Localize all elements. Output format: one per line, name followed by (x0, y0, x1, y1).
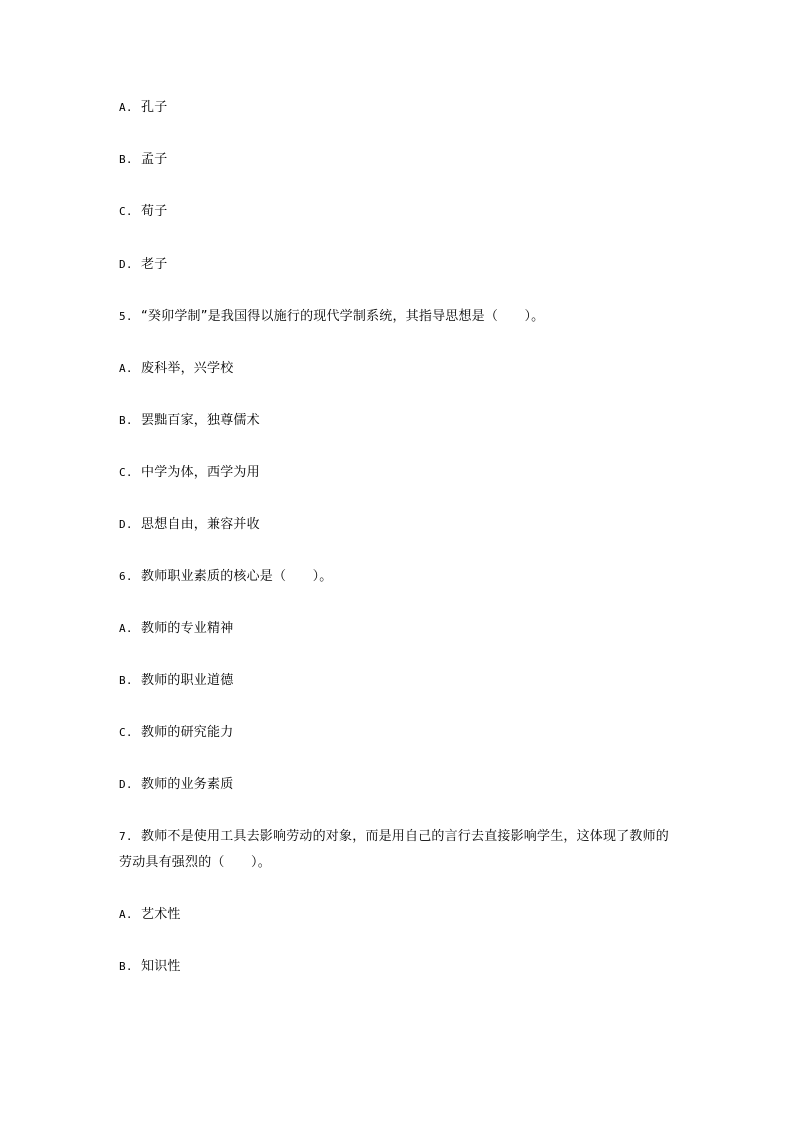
option-text: 孔子 (141, 100, 168, 115)
option-b (119, 413, 260, 429)
option-text: 知识性 (141, 959, 181, 974)
option-c (119, 725, 233, 741)
question-text: “癸卯学制”是我国得以施行的现代学制系统，其指导思想是（ ）。 (141, 309, 545, 324)
option-a (119, 361, 233, 377)
option-text: 教师的研究能力 (141, 725, 234, 740)
question-number: 7. (119, 830, 133, 843)
option-b (119, 152, 167, 168)
option-text: 荀子 (141, 204, 168, 219)
option-label: D. (119, 258, 133, 271)
question-number: 5. (119, 310, 133, 323)
option-text: 老子 (141, 257, 168, 272)
option-d (119, 517, 260, 533)
option-text: 废科举，兴学校 (141, 361, 234, 376)
option-b (119, 959, 181, 975)
option-label: D. (119, 518, 133, 531)
question-number: 6. (119, 570, 133, 583)
option-c (119, 204, 167, 220)
option-a (119, 907, 181, 923)
option-label: B. (119, 414, 133, 427)
question-5-stem (119, 309, 544, 325)
option-text: 教师的业务素质 (141, 777, 234, 792)
option-text: 中学为体，西学为用 (141, 465, 260, 480)
option-text: 教师的职业道德 (141, 673, 234, 688)
option-label: A. (119, 908, 133, 921)
option-label: D. (119, 778, 133, 791)
option-text: 教师的专业精神 (141, 621, 234, 636)
option-label: A. (119, 362, 133, 375)
option-d (119, 257, 167, 273)
option-d (119, 777, 233, 793)
option-text: 罢黜百家，独尊儒术 (141, 413, 260, 428)
question-7-stem (119, 824, 679, 876)
option-text: 孟子 (141, 152, 168, 167)
question-text: 教师不是使用工具去影响劳动的对象，而是用自己的言行去直接影响学生，这体现了教师的劳动具有强烈的（ ）。 (119, 829, 670, 870)
option-label: B. (119, 674, 133, 687)
question-6-stem (119, 569, 333, 585)
option-label: A. (119, 622, 133, 635)
option-label: C. (119, 466, 133, 479)
option-label: C. (119, 726, 133, 739)
option-text: 艺术性 (141, 907, 181, 922)
option-b (119, 673, 233, 689)
question-text: 教师职业素质的核心是（ ）。 (141, 569, 333, 584)
option-text: 思想自由，兼容并收 (141, 517, 260, 532)
option-a (119, 621, 233, 637)
option-label: C. (119, 205, 133, 218)
option-a (119, 100, 167, 116)
option-label: A. (119, 101, 133, 114)
option-label: B. (119, 960, 133, 973)
option-label: B. (119, 153, 133, 166)
option-c (119, 465, 260, 481)
